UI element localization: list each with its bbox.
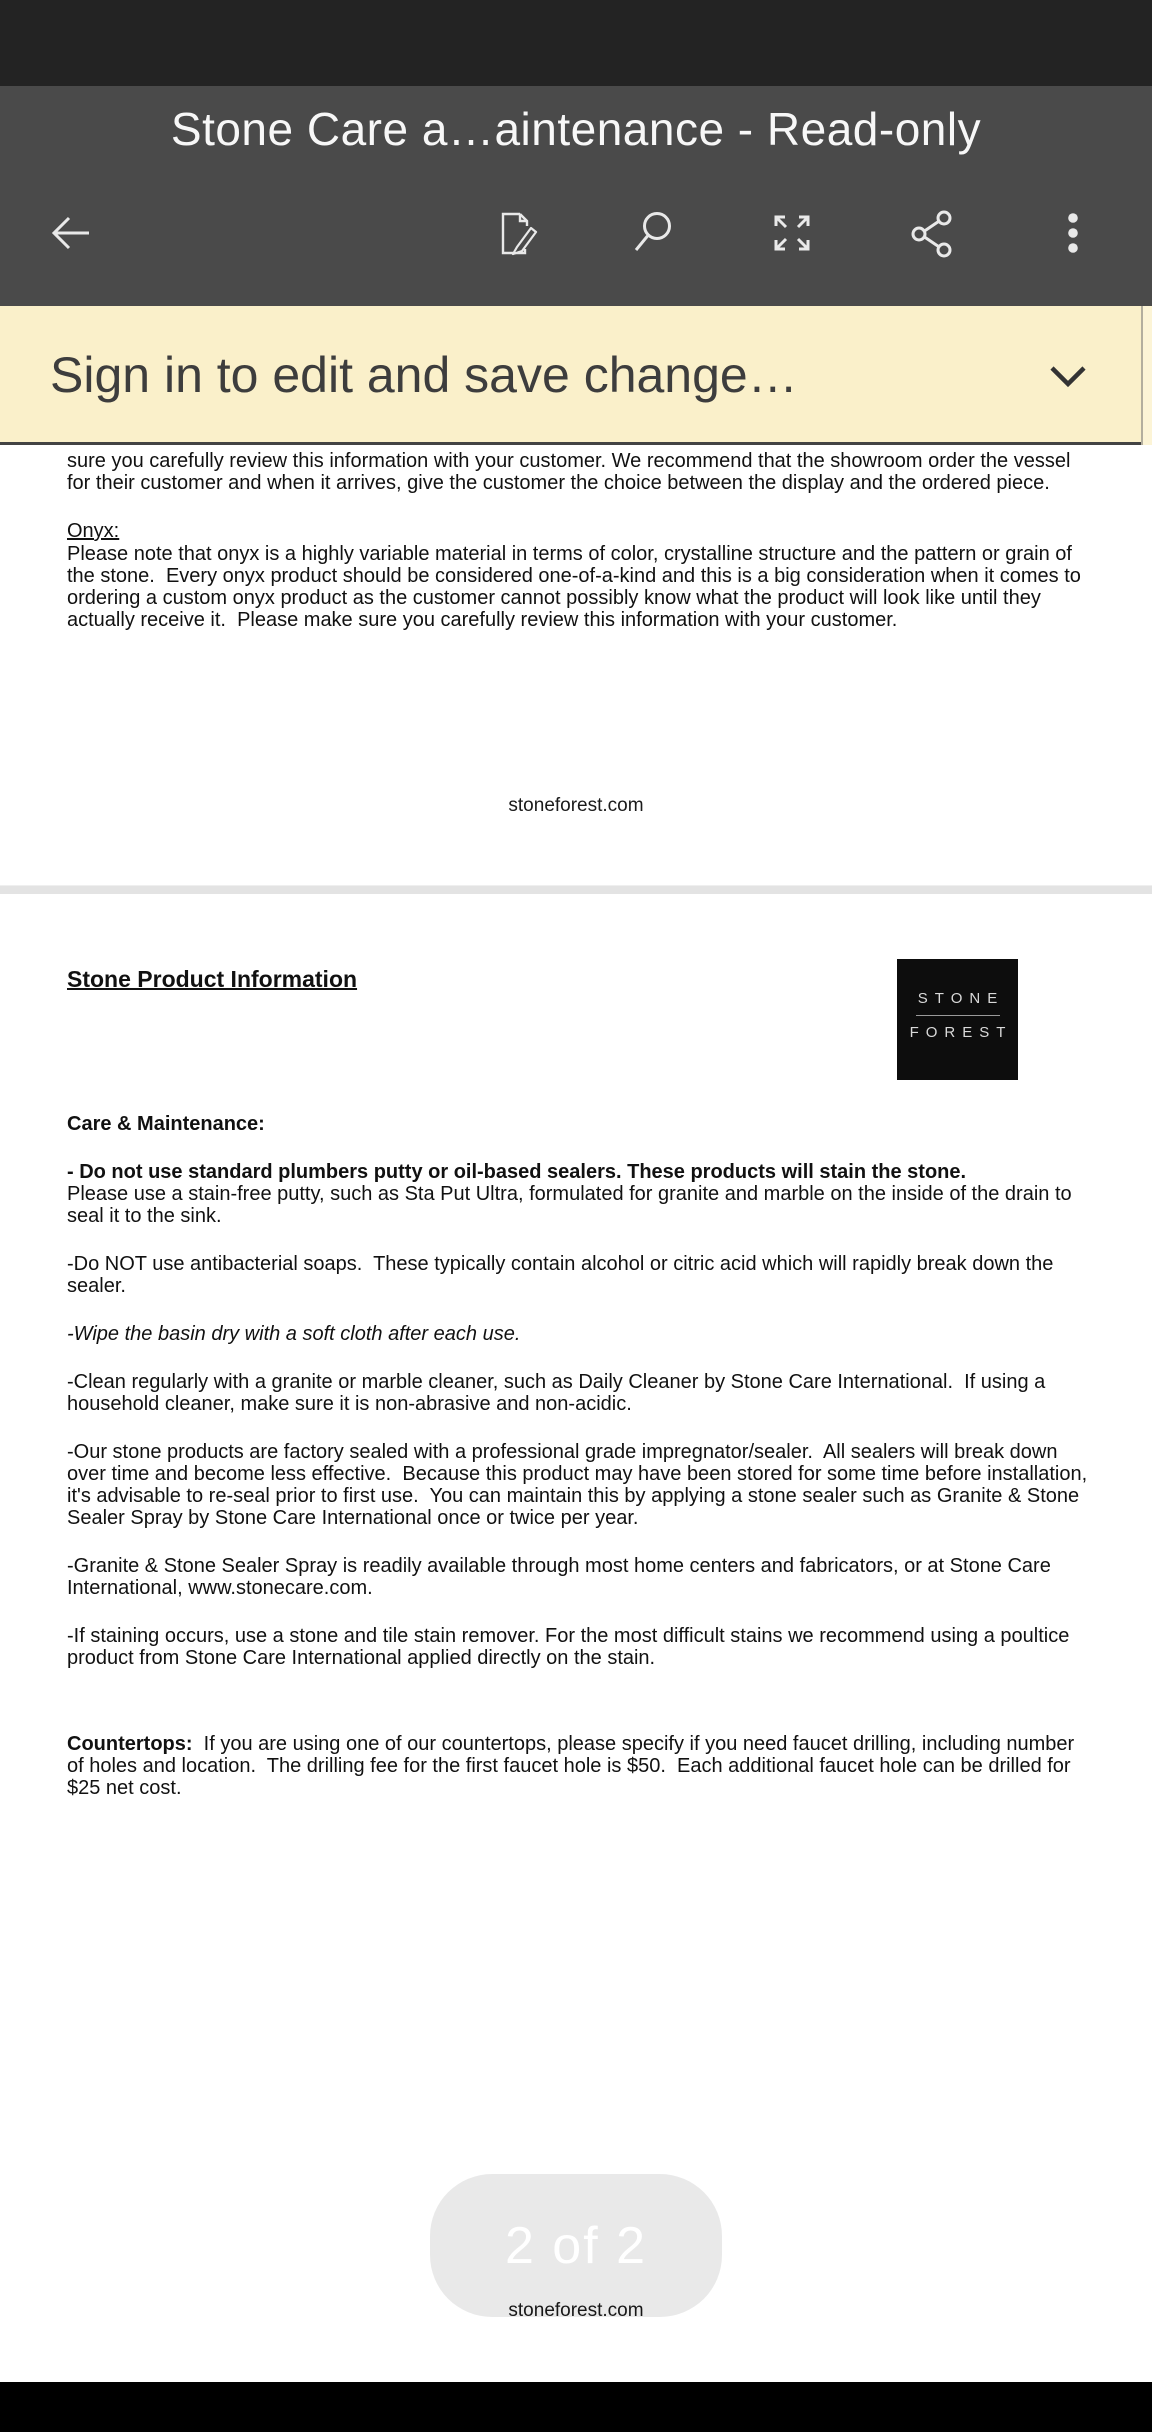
putty-warning-bold: - Do not use standard plumbers putty or oil-based sealers. These products will stain the stone. xyxy=(67,1161,967,1183)
back-button[interactable] xyxy=(43,205,99,261)
countertops-label-bold: Countertops: xyxy=(67,1733,193,1755)
sign-in-banner[interactable] xyxy=(0,306,1152,445)
countertops-text: If you are using one of our countertops, please specify if you need faucet drilling, including number of holes and location. The drilling fee for the first faucet hole is $50. Each additional faucet hole can be drilled for $25 net cost. xyxy=(67,1733,1080,1799)
navigation-bar xyxy=(0,2382,1152,2432)
expand-fullscreen-icon xyxy=(764,205,820,261)
share-button[interactable] xyxy=(904,205,960,261)
page-indicator-text: 2 of 2 xyxy=(504,2216,648,2275)
factory-sealed-paragraph: -Our stone products are factory sealed with a professional grade impregnator/sealer. All sealers will break down over time and become less effective. Because this product may have been stored for some time before installation, it's advisable to re-seal prior to first use. You can maintain this by applying a stone sealer such as Granite & Stone Sealer Spray by Stone Care International once or twice per year. xyxy=(67,1441,1093,1529)
putty-instructions: Please use a stain-free putty, such as Sta Put Ultra, formulated for granite and marble on the inside of the drain to seal it to the sink. xyxy=(67,1183,1078,1227)
edit-document-button[interactable] xyxy=(487,205,543,261)
sealer-availability-paragraph: -Granite & Stone Sealer Spray is readily available through most home centers and fabricators, or at Stone Care International, www.stonecare.com. xyxy=(67,1555,1057,1599)
app-header xyxy=(0,86,1152,306)
clean-regularly-paragraph: -Clean regularly with a granite or marble cleaner, such as Daily Cleaner by Stone Care International. If using a household cleaner, make sure it is non-abrasive and non-acidic. xyxy=(67,1371,1051,1415)
document-page-1[interactable] xyxy=(0,448,1152,885)
page2-heading: Stone Product Information xyxy=(67,966,358,992)
onyx-heading: Onyx: xyxy=(67,520,120,542)
logo-word-forest: FOREST xyxy=(909,1024,1013,1041)
wipe-basin-paragraph: -Wipe the basin dry with a soft cloth after each use. xyxy=(67,1323,521,1345)
onyx-paragraph: Please note that onyx is a highly variable material in terms of color, crystalline structure and the pattern or grain of the stone. Every onyx product should be considered one-of-a-kind and this is a big consideration when it comes to ordering a custom onyx product as the customer cannot possibly know what the product will look like until they actually receive it. Please make sure you carefully review this information with your customer. xyxy=(67,543,1087,631)
sign-in-banner-text: Sign in to edit and save change… xyxy=(50,347,798,403)
logo-word-stone: STONE xyxy=(917,990,1005,1007)
staining-paragraph: -If staining occurs, use a stone and tile stain remover. For the most difficult stains we recommend using a poultice product from Stone Care International applied directly on the stain. xyxy=(67,1625,1075,1669)
putty-paragraph xyxy=(67,1161,1089,1227)
care-maintenance-heading: Care & Maintenance: xyxy=(67,1113,265,1135)
back-arrow-icon xyxy=(43,205,99,261)
logo-divider xyxy=(916,1015,1000,1016)
chevron-down-icon[interactable] xyxy=(1049,365,1087,389)
page-indicator-pill xyxy=(430,2174,722,2317)
page1-intro-paragraph: sure you carefully review this information with your customer. We recommend that the showroom order the vessel for their customer and when it arrives, give the customer the choice between the display and the ordered piece. xyxy=(67,450,1076,494)
search-icon xyxy=(624,205,680,261)
more-vertical-icon xyxy=(1045,205,1101,261)
page-separator xyxy=(0,885,1152,894)
status-bar xyxy=(0,0,1152,86)
document-title: Stone Care a…aintenance - Read-only xyxy=(170,103,982,155)
banner-edge-strip xyxy=(1143,306,1152,445)
stone-forest-logo xyxy=(897,959,1018,1080)
edit-document-icon xyxy=(487,205,543,261)
antibacterial-paragraph: -Do NOT use antibacterial soaps. These typically contain alcohol or citric acid which will rapidly break down the sealer. xyxy=(67,1253,1059,1297)
overflow-menu-button[interactable] xyxy=(1045,205,1101,261)
countertops-paragraph xyxy=(67,1733,1089,1799)
search-button[interactable] xyxy=(624,205,680,261)
fullscreen-button[interactable] xyxy=(764,205,820,261)
share-icon xyxy=(904,205,960,261)
page1-footer: stoneforest.com xyxy=(508,795,644,816)
document-page-2[interactable] xyxy=(0,894,1152,2382)
page2-footer: stoneforest.com xyxy=(508,2300,644,2321)
